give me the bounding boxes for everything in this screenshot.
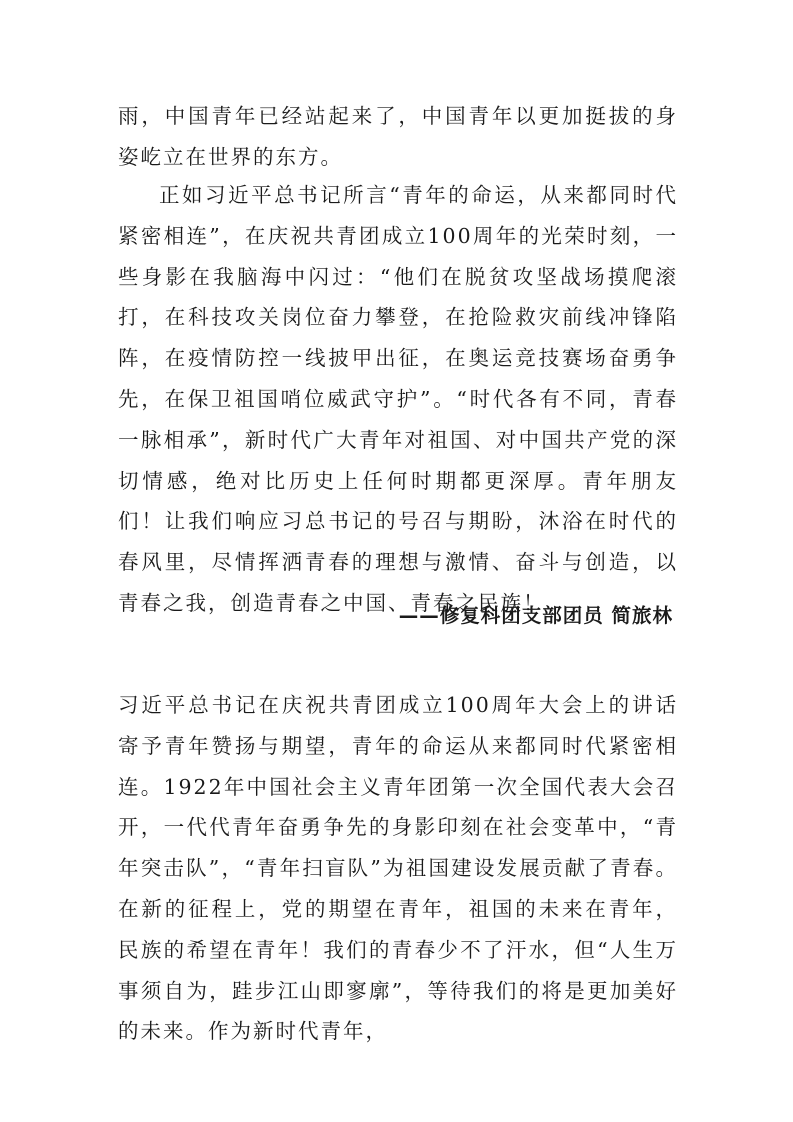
paragraph-youth-destiny: 正如习近平总书记所言“青年的命运，从来都同时代紧密相连”，在庆祝共青团成立100周年的光荣时刻，一些身影在我脑海中闪过：“他们在脱贫攻坚战场摸爬滚打，在科技攻关岗位奋力攀登，在抢险救灾前线冲锋陷阵，在疫情防控一线披甲出征，在奥运竞技赛场奋勇争先，在保卫祖国哨位威武守护”。“时代各有不同，青春一脉相承”，新时代广大青年对祖国、对中国共产党的深切情感，绝对比历史上任何时期都更深厚。青年朋友们！让我们响应习总书记的号召与期盼，沐浴在时代的春风里，尽情挥洒青春的理想与激情、奋斗与创造，以青春之我，创造青春之中国、青春之民族！ — [118, 183, 678, 615]
paragraph-continuation: 雨，中国青年已经站起来了，中国青年以更加挺拔的身姿屹立在世界的东方。 — [118, 104, 678, 169]
paragraph-centenary-speech: 习近平总书记在庆祝共青团成立100周年大会上的讲话寄予青年赞扬与期望，青年的命运从来都同时代紧密相连。1922年中国社会主义青年团第一次全国代表大会召开，一代代青年奋勇争先的身影印刻在社会变革中，“青年突击队”，“青年扫盲队”为祖国建设发展贡献了青春。在新的征程上，党的期望在青年，祖国的未来在青年，民族的希望在青年！我们的青春少不了汗水，但“人生万事须自为，跬步江山即寥廓”，等待我们的将是更加美好的未来。作为新时代青年， — [118, 693, 678, 1044]
author-signature: ——修复科团支部团员 简旅林 — [398, 604, 673, 627]
